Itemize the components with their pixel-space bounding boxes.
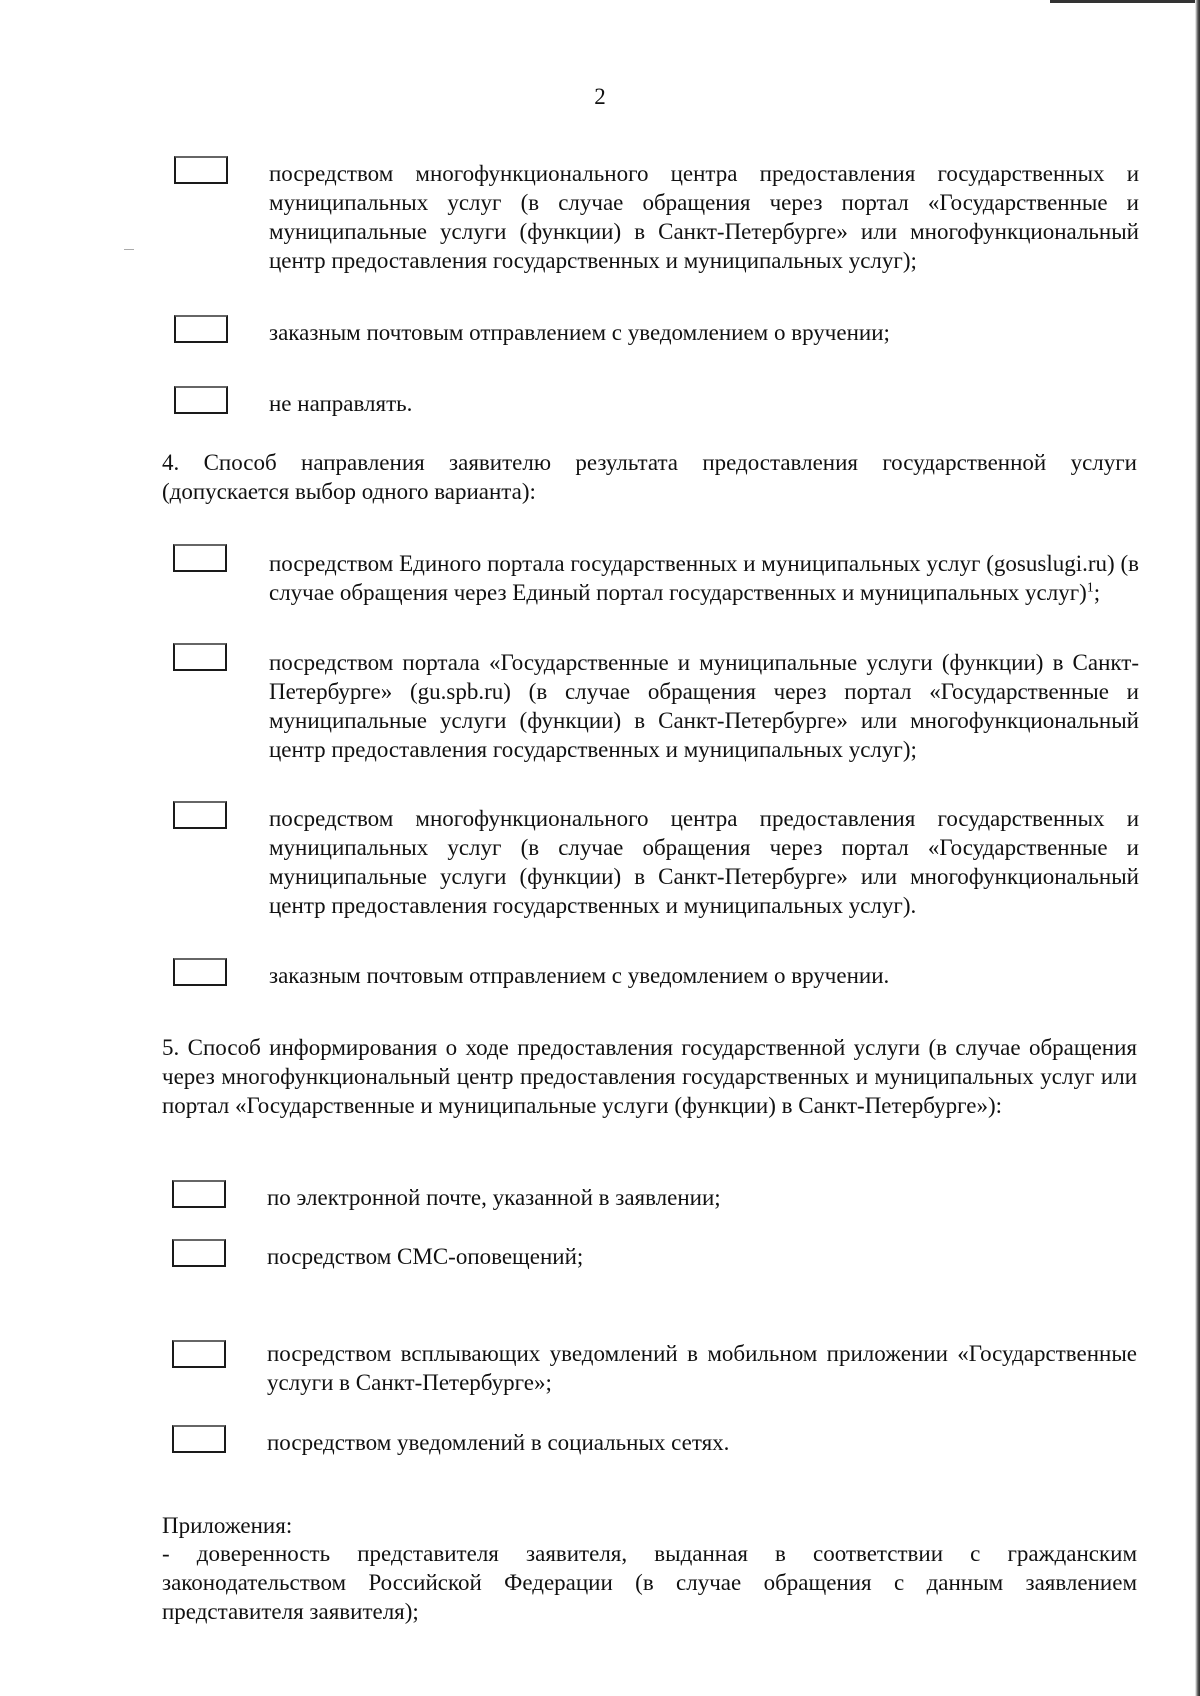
checkbox-s3-mfc[interactable] <box>174 156 228 184</box>
checkbox-s5-email[interactable] <box>172 1180 226 1208</box>
checkbox-s4-mail[interactable] <box>173 958 227 986</box>
scan-edge-top <box>1050 0 1200 3</box>
attachments-title: Приложения: <box>162 1513 293 1538</box>
option-s3-none: не направлять. <box>269 391 413 416</box>
option-s4-gu-spb: посредством портала «Государственные и муниципальные услуги (функции) в Санкт-Петербурге» (gu.spb.ru) (в случае обращения через портал «Государственные и муниципальные услуги (функции) в Санкт-Петербурге» или многофункциональный центр предоставления государственных и муниципальных услуг); <box>269 650 1139 762</box>
option-s4-gosuslugi-end: ; <box>1093 580 1101 605</box>
option-s5-push: посредством всплывающих уведомлений в мобильном приложении «Государственные услуги в Санкт-Петербурге»; <box>267 1341 1137 1395</box>
section-4-heading: 4. Способ направления заявителю результата предоставления государственной услуги (допускается выбор одного варианта): <box>162 450 1137 504</box>
option-s5-email: по электронной почте, указанной в заявлении; <box>267 1185 721 1210</box>
option-s3-mfc: посредством многофункционального центра предоставления государственных и муниципальных услуг (в случае обращения через портал «Государственные и муниципальные услуги (функции) в Санкт-Петербурге» или многофункциональный центр предоставления государственных и муниципальных услуг); <box>269 161 1139 273</box>
attachment-item: - доверенность представителя заявителя, выданная в соответствии с гражданским законодательством Российской Федерации (в случае обращения с данным заявлением представителя заявителя); <box>162 1541 1137 1624</box>
section-5-heading: 5. Способ информирования о ходе предоставления государственной услуги (в случае обращения через многофункциональный центр предоставления государственных и муниципальных услуг или портал «Государственные и муниципальные услуги (функции) в Санкт-Петербурге»): <box>162 1035 1137 1118</box>
checkbox-s5-push[interactable] <box>172 1340 226 1368</box>
checkbox-s4-gosuslugi[interactable] <box>173 544 227 572</box>
checkbox-s3-mail[interactable] <box>174 315 228 343</box>
scan-edge-right <box>1195 0 1200 1696</box>
scan-mark <box>124 249 134 250</box>
option-s4-mail: заказным почтовым отправлением с уведомлением о вручении. <box>269 963 890 988</box>
checkbox-s3-none[interactable] <box>174 386 228 414</box>
checkbox-s5-sms[interactable] <box>172 1239 226 1267</box>
checkbox-s4-mfc[interactable] <box>173 801 227 829</box>
option-s3-mail: заказным почтовым отправлением с уведомлением о вручении; <box>269 320 890 345</box>
checkbox-s4-gu-spb[interactable] <box>173 643 227 671</box>
option-s5-sms: посредством СМС-оповещений; <box>267 1244 584 1269</box>
option-s5-social: посредством уведомлений в социальных сетях. <box>267 1430 730 1455</box>
footnote-marker: 1 <box>1086 580 1094 596</box>
option-s4-mfc: посредством многофункционального центра предоставления государственных и муниципальных услуг (в случае обращения через портал «Государственные и муниципальные услуги (функции) в Санкт-Петербурге» или многофункциональный центр предоставления государственных и муниципальных услуг). <box>269 806 1139 918</box>
page-number: 2 <box>594 84 606 109</box>
checkbox-s5-social[interactable] <box>172 1425 226 1453</box>
option-s4-gosuslugi-text: посредством Единого портала государственных и муниципальных услуг (gosuslugi.ru) (в случае обращения через Единый портал государственных и муниципальных услуг) <box>269 551 1139 605</box>
option-s4-gosuslugi <box>269 549 1139 607</box>
